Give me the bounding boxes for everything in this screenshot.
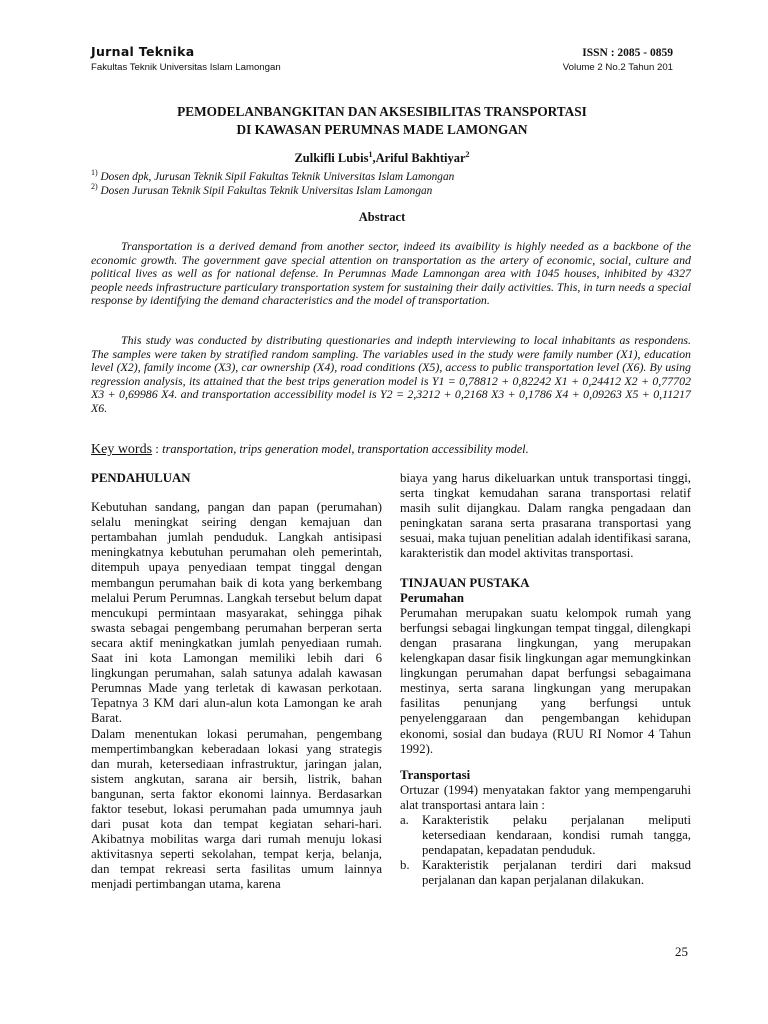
keywords-text: transportation, trips generation model, transportation accessibility model. — [162, 442, 529, 456]
author-1-mark: 1 — [368, 150, 373, 159]
section-heading-tinjauan-pustaka: TINJAUAN PUSTAKA — [400, 575, 530, 590]
keywords-line — [91, 441, 691, 458]
pendahuluan-paragraph-continued: biaya yang harus dikeluarkan untuk transportasi tinggi, serta tingkat kemudahan sarana transportasi relatif masih sulit dijangkau. Dalam rangka pengadaan dan peningkatan sarana serta prasarana transportasi yang sesuai, maka tujuan penelitian adalah identifikasi sarana, karakteristik dan model aktivitas transportasi. — [400, 471, 691, 561]
list-item — [400, 858, 691, 888]
page-number: 25 — [675, 944, 688, 959]
abstract-p1-text: Transportation is a derived demand from another sector, indeed its avaibility is highly needed as a backbone of the economic growth. The government gave special attention on transportation as the artery of economic, social, culture and political lives as well as for national defense. In Perumnas Made Lamnongan area with 1045 houses, inhibited by 4327 people needs infrastructure particulary transportation system for sustaining their daily activities. This, in turn needs a special response by identifying the demand characteristics and the model of transportation. — [91, 239, 691, 307]
page-header — [91, 44, 673, 73]
subheading-perumahan: Perumahan — [400, 590, 464, 605]
title-line-1: PEMODELANBANGKITAN DAN AKSESIBILITAS TRANSPORTASI — [177, 104, 587, 119]
title-line-2: DI KAWASAN PERUMNAS MADE LAMONGAN — [236, 122, 528, 137]
issn-label: ISSN : 2085 - 0859 — [582, 47, 673, 59]
list-item-text: Karakteristik pelaku perjalanan meliputi ketersediaan kendaraan, kondisi rumah tangga, pendapatan, kepadatan penduduk. — [422, 812, 691, 858]
affiliation-2 — [91, 180, 432, 198]
affiliation-1-mark: 1) — [91, 168, 98, 177]
pendahuluan-paragraph-1: Kebutuhan sandang, pangan dan papan (perumahan) selalu meningkat seiring dengan kemajuan dan pertambahan jumlah penduduk. Langkah antisipasi meningkatnya kebutuhan perumahan oleh pemerintah, ditempuh upaya penyediaan tempat tinggal dengan membangun perumahan baik di kota yang berkembang melalui Perum Perumnas. Langkah tersebut belum dapat mencukupi permintaan masyarakat, sehingga pihak swasta sebagai pengembang perumahan berperan serta secara aktif meningkatkan jumlah penyediaan rumah. Saat ini kota Lamongan memiliki lebih dari 6 lingkungan perumahan, salah satunya adalah kawasan Perumnas Made yang terletak di kawasan perkotaan. Tepatnya 3 KM dari alun-alun kota Lamongan ke arah Barat. — [91, 500, 382, 726]
list-item-label: a. — [400, 812, 409, 827]
abstract-heading: Abstract — [358, 210, 406, 224]
list-item — [400, 813, 691, 858]
left-column — [91, 471, 382, 893]
list-item-label: b. — [400, 858, 410, 873]
affiliation-2-text: Dosen Jurusan Teknik Sipil Fakultas Teknik Universitas Islam Lamongan — [97, 184, 433, 197]
volume-label: Volume 2 No.2 Tahun 201 — [562, 62, 673, 73]
perumahan-paragraph: Perumahan merupakan suatu kelompok rumah yang berfungsi sebagai lingkungan tempat tinggal, dilengkapi dengan prasarana lingkungan, yang merupakan kelengkapan dasar fisik lingkungan agar memungkinkan lingkungan perumahan dapat berfungsi sebagaimana mestinya, serta sarana lingkungan yang merupakan fasilitas penunjang yang berfungsi untuk penyelenggaraan dan pengembangan kehidupan ekonomi, sosial dan budaya (RUU RI Nomor 4 Tahun 1992). — [400, 605, 691, 756]
abstract-paragraph-2 — [91, 334, 691, 415]
journal-name: Jurnal Teknika — [91, 44, 195, 59]
right-column — [400, 471, 691, 888]
author-1: Zulkifli Lubis — [294, 151, 369, 166]
abstract-paragraph-1 — [91, 240, 691, 308]
subheading-transportasi: Transportasi — [400, 767, 471, 782]
transportasi-paragraph: Ortuzar (1994) menyatakan faktor yang mempengaruhi alat transportasi antara lain : — [400, 782, 691, 812]
pendahuluan-paragraph-2: Dalam menentukan lokasi perumahan, pengembang mempertimbangkan keberadaan lokasi yang strategis dan murah, ketersediaan infrastruktur, jaringan jalan, sistem angkutan, sarana air bersih, listrik, bahan bangunan, serta faktor ekonomi lainnya. Berdasarkan faktor tesebut, lokasi perumahan pada umumnya jauh dari pusat kota dan tempat kegiatan sehari-hari. Akibatnya mobilitas warga dari rumah menuju lokasi aktivitasnya seperti sekolahan, tempat kerja, belanja, dan tempat rekreasi serta fasilitas umum lainnya menjadi pertimbangan utama, karena — [91, 726, 382, 892]
faculty-label: Fakultas Teknik Universitas Islam Lamongan — [91, 62, 281, 73]
paper-title — [91, 103, 673, 139]
affiliation-1-text: Dosen dpk, Jurusan Teknik Sipil Fakultas Teknik Universitas Islam Lamongan — [97, 170, 455, 183]
section-heading-pendahuluan: PENDAHULUAN — [91, 471, 191, 485]
abstract-p2-text: This study was conducted by distributing questionaries and indepth interviewing to local inhabitants as respondens. The samples were taken by stratified random sampling. The variables used in the study were family number (X1), education level (X2), family income (X3), car ownership (X4), road conditions (X5), access to public transportation level (X6). By using regression analysis, its attained that the best trips generation model is Y1 = 0,78812 + 0,82242 X1 + 0,24412 X2 + 0,77702 X3 + 0,69986 X4. and transportation accessibility model is Y2 = 2,3212 + 0,2168 X3 + 0,1786 X4 + 0,09263 X5 + 0,11217 X6. — [91, 333, 691, 415]
keywords-label: Key words — [91, 442, 153, 457]
authors-line — [91, 150, 673, 166]
affiliation-2-mark: 2) — [91, 182, 98, 191]
author-2-mark: 2 — [465, 150, 470, 159]
author-2: ,Ariful Bakhtiyar — [372, 151, 466, 166]
list-item-text: Karakteristik perjalanan terdiri dari maksud perjalanan dan kapan perjalanan dilakukan. — [422, 858, 691, 888]
keywords-separator: : — [152, 441, 163, 456]
